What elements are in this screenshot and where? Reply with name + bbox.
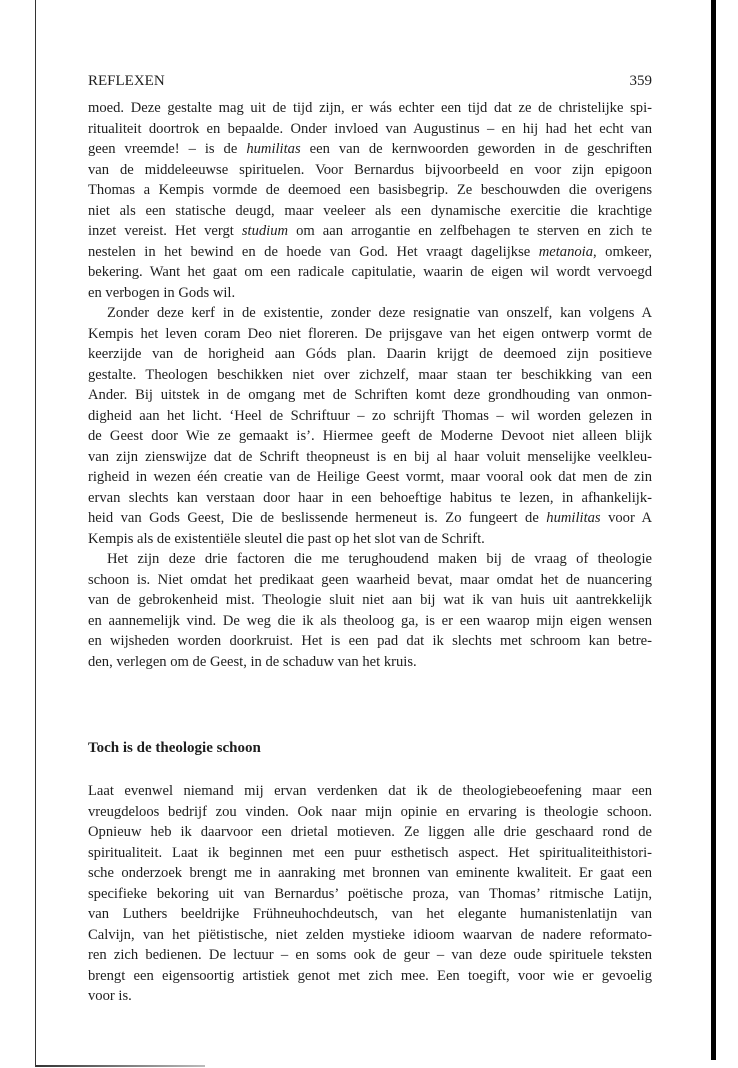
text-line: nestelen in het bewind en de hoede van God. Het vraagt dagelijkse metanoia, omkeer, <box>88 243 653 260</box>
text-line: heid van Gods Geest, Die de beslissende hermeneut is. Zo fungeert de humilitas voor A <box>88 510 653 526</box>
text-line: Kempis het leven coram Deo niet floreren. De prijsgave van het eigen ontwerp vormt de <box>88 325 652 342</box>
text-line: den, verlegen om de Geest, in de schaduw van het kruis. <box>88 653 417 670</box>
paragraph <box>88 781 652 1007</box>
text-line: Calvijn, van het piëtistische, niet zelden mystieke idioom waarvan de nadere reformato- <box>88 926 652 943</box>
text-line: en aannemelijk vind. De weg die ik als theoloog ga, is er een waarop mijn eigen wensen <box>88 612 652 629</box>
text-line: de Geest door Wie ze gemaakt is’. Hiermee geeft de Moderne Devoot niet alleen blijk <box>88 428 652 444</box>
italic-term: humilitas <box>546 510 601 526</box>
text-line: Het zijn deze drie factoren die me terughoudend maken bij de vraag of theologie <box>107 551 652 567</box>
text-line: vreugdeloos bedrijf zou vinden. Ook naar mijn opinie en ervaring is theologie schoon. <box>88 803 652 820</box>
text-line: niet als een statische deugd, maar veeleer als een dynamische exercitie die krachtige <box>88 202 652 219</box>
text-line: Laat evenwel niemand mij ervan verdenken dat ik de theologiebeoefening maar een <box>88 783 652 799</box>
text-line: geen vreemde! – is de humilitas een van de kernwoorden geworden in de geschriften <box>88 141 652 157</box>
italic-term: humilitas <box>246 141 301 157</box>
text-line: Kempis als de existentiële sleutel die past op het slot van de Schrift. <box>88 530 485 547</box>
running-title: REFLEXEN <box>88 73 165 89</box>
running-head <box>88 73 652 90</box>
body-text-section-2 <box>88 781 652 1007</box>
italic-term: studium <box>241 223 289 239</box>
text-line: van Luthers beeldrijke Frühneuhochdeutsch, van het elegante humanistenlatijn van <box>88 906 652 922</box>
text-line: bekering. Want het gaat om een radicale capitulatie, waarin de eigen wil wordt vervoegd <box>88 264 652 280</box>
text-line: van zijn zienswijze dat de Schrift theopneust is en bij al haar voluit menselijke veelkleu- <box>88 448 652 465</box>
text-line: van de middeleeuwse spirituelen. Voor Bernardus bijvoorbeeld en voor zijn epigoon <box>88 161 652 178</box>
text-line: keerzijde van de horigheid aan Góds plan. Daarin krijgt de deemoed zijn positieve <box>88 346 652 362</box>
text-line: digheid aan het licht. ‘Heel de Schriftuur – zo schrijft Thomas – wil worden gelezen in <box>88 407 652 424</box>
text-line: gestalte. Theologen beschikken niet over zichzelf, maar staan ter beschikking van een <box>88 366 652 383</box>
text-line: spiritualiteit. Laat ik beginnen met een puur esthetisch aspect. Het spiritualiteithistori- <box>88 844 652 861</box>
text-line: ren zich bedienen. De lectuur – en soms ook de geur – van deze oude spirituele teksten <box>88 947 652 963</box>
text-line: en wijsheden worden doorkruist. Het is een pad dat ik slechts met schroom kan betre- <box>88 633 652 649</box>
text-line: Ander. Bij uitstek in de omgang met de Schriften komt deze grondhouding van onmon- <box>88 387 652 403</box>
text-line: ritualiteit doortrok en bepaalde. Onder invloed van Augustinus – en hij had het echt van <box>88 120 652 137</box>
text-line: moed. Deze gestalte mag uit de tijd zijn, er wás echter een tijd dat ze de christelijke spi- <box>88 100 652 116</box>
text-line: Thomas a Kempis vormde de deemoed een basisbegrip. Ze beschouwden die overigens <box>88 182 652 198</box>
text-line: van de gebrokenheid mist. Theologie sluit niet aan bij wat ik van huis uit aantrekkelijk <box>88 592 652 608</box>
text-line: specifieke bekoring uit van Bernardus’ poëtische proza, van Thomas’ ritmische Latijn, <box>88 885 652 902</box>
text-line: inzet vereist. Het vergt studium om aan arrogantie en zelfbehagen te sterven en zich te <box>88 223 652 239</box>
text-line: righeid in wezen één creatie van de Heilige Geest vormt, maar vooral ook dat men de zin <box>88 469 652 485</box>
text-line: en verbogen in Gods wil. <box>88 284 236 301</box>
page-number: 359 <box>629 73 652 89</box>
paragraph <box>88 98 652 303</box>
italic-term: metanoia <box>538 243 594 260</box>
section-heading: Toch is de theologie schoon <box>88 740 261 756</box>
text-line: voor is. <box>88 988 132 1004</box>
scan-edge-bottom <box>35 1065 205 1067</box>
text-line: brengt een eigensoortig artistiek genot met zich mee. Een toegift, voor wie er gevoelig <box>88 967 652 984</box>
text-line: Opnieuw heb ik daarvoor een drietal motieven. Ze liggen alle drie geschaard rond de <box>88 824 652 840</box>
body-text-section-1 <box>88 98 652 672</box>
text-line: schoon is. Niet omdat het predikaat geen waarheid bevat, maar omdat het de nuancering <box>88 571 652 588</box>
text-line: Zonder deze kerf in de existentie, zonder deze resignatie van onszelf, kan volgens A <box>107 305 652 321</box>
paragraph <box>88 549 652 672</box>
scan-edge-left <box>35 0 36 1066</box>
scan-edge-right <box>711 0 716 1060</box>
text-line: sche onderzoek brengt me in aanraking met bronnen van eminente kwaliteit. Er gaat een <box>88 865 652 881</box>
text-line: ervan slechts kan verstaan door haar in een behoeftige habitus te lezen, in afhankelijk- <box>88 489 652 506</box>
paragraph <box>88 303 652 549</box>
